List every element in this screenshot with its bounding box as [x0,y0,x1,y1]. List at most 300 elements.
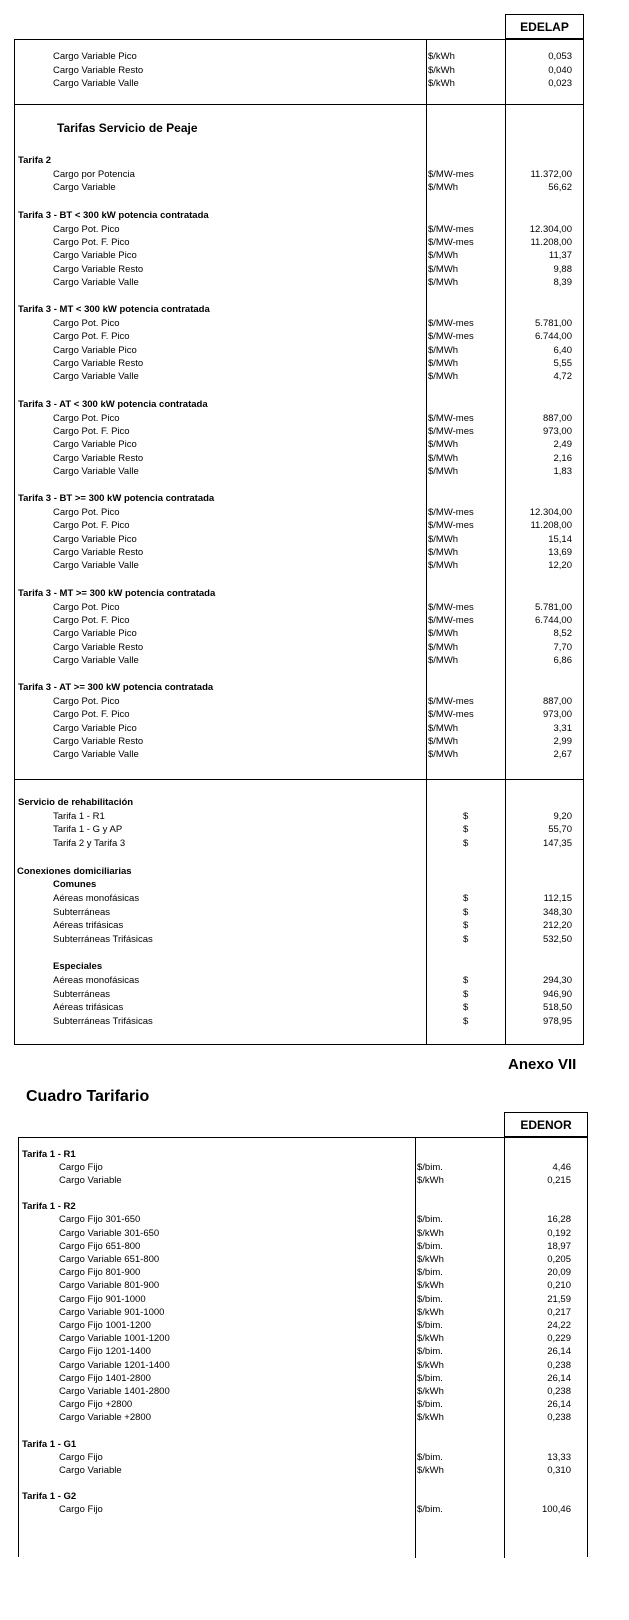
table-row [15,627,583,640]
row-value: 21,59 [547,1293,571,1305]
row-label: Cargo Pot. Pico [53,412,120,424]
row-unit: $/bim. [417,1214,443,1226]
row-label: Tarifa 3 - MT < 300 kW potencia contratada [18,304,210,316]
subgroup-title [15,960,583,973]
row-unit: $/MWh [428,560,459,572]
row-label: Cargo Pot. F. Pico [53,425,130,437]
table-row [15,236,583,249]
table-row [19,1240,587,1253]
table-row [15,64,583,77]
row-label: Especiales [53,961,103,972]
row-unit: $ [463,810,469,822]
row-label: Cargo Pot. Pico [53,318,120,330]
row-label: Cargo por Potencia [53,169,135,180]
row-value: 8,39 [553,276,572,288]
row-label: Tarifa 3 - AT < 300 kW potencia contratada [18,398,208,410]
table-row [15,735,583,748]
row-label: Cargo Variable Valle [53,749,139,761]
table-row [15,654,583,667]
table-row [15,708,583,721]
row-value: 26,14 [547,1399,571,1411]
row-label: Tarifa 1 - G2 [22,1491,77,1502]
row-unit: $/MW-mes [428,223,474,235]
table-row [15,546,583,559]
row-unit: $/bim. [417,1320,443,1331]
row-unit: $/bim. [417,1372,443,1384]
row-value: 5.781,00 [535,601,572,613]
row-unit: $/bim. [417,1267,443,1279]
row-label: Tarifa 3 - AT >= 300 kW potencia contratada [18,682,214,694]
row-label: Cargo Variable [53,182,116,194]
row-unit: $/kWh [417,1306,444,1318]
group-title [19,1438,587,1451]
table-row [15,330,583,343]
group-title [15,209,583,222]
row-unit: $/MW-mes [428,425,474,437]
row-label: Cargo Pot. Pico [53,696,120,708]
row-unit: $/kWh [417,1254,444,1265]
row-value: 11.372,00 [530,169,572,180]
row-label: Cargo Variable Resto [53,547,144,558]
row-unit: $/MWh [428,263,459,275]
row-label: Cargo Pot. F. Pico [53,709,130,721]
table-row [19,1161,587,1174]
group-title [19,1490,587,1503]
row-unit: $/kWh [417,1175,444,1187]
row-unit: $/kWh [417,1333,444,1345]
row-value: 3,31 [553,722,572,734]
row-label: Cargo Variable Resto [53,736,144,747]
row-label: Cargo Variable 1401-2800 [59,1386,170,1397]
table-row [19,1503,587,1516]
table-row [15,412,583,425]
row-unit: $/MW-mes [428,169,474,180]
row-value: 4,46 [552,1162,571,1173]
cuadro-tarifario-title: Cuadro Tarifario [26,1088,150,1105]
row-unit: $/MWh [428,358,459,369]
row-value: 973,00 [542,425,572,437]
row-value: 0,238 [547,1412,571,1424]
row-value: 6,40 [553,344,572,356]
row-value: 887,00 [542,696,572,708]
row-unit: $/MWh [428,250,459,262]
row-value: 100,46 [541,1504,571,1515]
row-label: Cargo Variable Pico [53,533,137,545]
table-row [15,276,583,289]
table-row [15,425,583,438]
row-label: Cargo Variable Pico [53,722,137,734]
row-label: Cargo Pot. F. Pico [53,614,130,626]
table-row [15,181,583,194]
table-row [15,1001,583,1014]
row-unit: $ [463,1015,469,1027]
table-row [15,837,583,850]
row-unit: $ [463,837,469,849]
table-row [15,988,583,1001]
row-value: 12.304,00 [529,507,572,519]
table-row [15,748,583,761]
row-unit: $/MWh [428,654,459,666]
row-value: 0,229 [547,1333,571,1345]
table-row [19,1411,587,1424]
row-label: Subterráneas Trifásicas [53,933,153,945]
row-label: Cargo Variable Resto [53,641,144,653]
row-unit: $/MWh [428,182,459,194]
row-label: Aéreas monofásicas [53,893,140,904]
table-row [15,370,583,383]
row-value: 5,55 [553,358,572,369]
row-value: 11.208,00 [530,520,572,532]
row-label: Cargo Variable 301-650 [59,1227,160,1239]
table-row [19,1227,587,1240]
row-value: 1,83 [553,465,572,477]
row-value: 946,90 [542,988,572,1000]
table-row [15,974,583,987]
row-value: 9,20 [553,810,572,822]
row-label: Tarifa 3 - BT < 300 kW potencia contratada [18,209,209,221]
table-row [19,1332,587,1345]
row-label: Cargo Pot. Pico [53,507,120,519]
group-title [15,796,583,809]
row-label: Cargo Fijo 1201-1400 [59,1346,151,1358]
row-label: Tarifa 1 - G y AP [53,824,123,835]
table-row [15,223,583,236]
row-value: 26,14 [547,1346,571,1358]
row-unit: $/kWh [417,1227,444,1239]
table-row [15,695,583,708]
row-value: 15,14 [548,533,572,545]
group-title [15,681,583,694]
row-label: Cargo Variable Pico [53,439,137,451]
row-label: Cargo Variable Resto [53,452,144,464]
group-title [15,587,583,600]
row-label: Tarifa 3 - BT >= 300 kW potencia contratada [18,493,215,505]
row-value: 112,15 [543,893,572,904]
row-label: Cargo Pot. F. Pico [53,520,130,532]
row-unit: $/MWh [428,722,459,734]
table-row [19,1174,587,1187]
row-label: Cargo Fijo 301-650 [59,1214,141,1226]
table-row [15,533,583,546]
row-unit: $/bim. [417,1162,443,1173]
row-value: 8,52 [553,628,572,640]
row-unit: $ [463,906,469,918]
row-label: Cargo Variable +2800 [59,1412,151,1424]
table-row [15,933,583,946]
row-unit: $/bim. [417,1346,443,1358]
row-divider [15,779,583,780]
table-row [15,614,583,627]
table-row [15,452,583,465]
table-row [19,1306,587,1319]
row-label: Cargo Fijo 651-800 [59,1240,141,1252]
group-title [15,154,583,167]
row-label: Cargo Variable 1001-1200 [59,1333,170,1345]
row-unit: $/bim. [417,1293,443,1305]
row-unit: $/MW-mes [428,412,474,424]
table-row [15,77,583,90]
table-row [15,438,583,451]
row-label: Tarifa 1 - G1 [22,1438,77,1450]
row-value: 518,50 [542,1002,572,1013]
row-unit: $/MWh [428,344,459,356]
row-label: Cargo Fijo [59,1162,103,1173]
row-value: 20,09 [547,1267,571,1279]
table-row [19,1319,587,1332]
row-label: Comunes [53,879,97,890]
edenor-table [18,1137,588,1557]
row-value: 11,37 [548,250,572,262]
row-value: 0,217 [547,1306,571,1318]
row-value: 0,053 [548,51,572,62]
table-row [15,357,583,370]
group-title [15,398,583,411]
row-label: Tarifa 2 y Tarifa 3 [53,837,126,849]
row-value: 26,14 [547,1372,571,1384]
row-unit: $/MWh [428,276,459,288]
table-row [15,249,583,262]
row-unit: $/bim. [417,1451,443,1463]
table-row [15,823,583,836]
table-row [15,506,583,519]
row-unit: $/bim. [417,1240,443,1252]
row-unit: $/MW-mes [428,709,474,721]
row-divider [15,104,583,105]
row-label: Subterráneas Trifásicas [53,1015,153,1027]
table-row [19,1266,587,1279]
edelap-table [14,39,584,1045]
row-label: Cargo Pot. F. Pico [53,331,130,343]
table-row [15,50,583,63]
row-value: 24,22 [547,1320,571,1331]
table-row [15,263,583,276]
row-unit: $/MW-mes [428,520,474,532]
row-unit: $/bim. [417,1399,443,1411]
row-unit: $/MW-mes [428,236,474,248]
row-label: Cargo Variable 901-1000 [59,1306,165,1318]
row-label: Tarifa 2 [18,155,52,166]
table-row [19,1385,587,1398]
row-label: Cargo Fijo 1401-2800 [59,1372,151,1384]
row-unit: $/MW-mes [428,331,474,343]
row-value: 55,70 [548,824,572,835]
row-value: 6.744,00 [535,614,572,626]
table-row [15,317,583,330]
row-label: Cargo Variable [59,1175,122,1187]
row-label: Cargo Fijo 1001-1200 [59,1320,151,1331]
row-value: 294,30 [542,975,572,986]
row-value: 0,040 [548,64,572,76]
row-label: Cargo Variable 1201-1400 [59,1359,170,1371]
row-value: 978,95 [542,1015,572,1027]
row-label: Cargo Variable 801-900 [59,1280,160,1292]
row-label: Tarifa 3 - MT >= 300 kW potencia contratada [18,587,216,599]
table-row [19,1464,587,1477]
row-label: Cargo Variable Resto [53,64,144,76]
row-value: 2,16 [553,452,572,464]
group-title [15,865,583,878]
row-label: Cargo Pot. F. Pico [53,236,130,248]
row-unit: $ [463,824,469,835]
row-label: Cargo Variable Pico [53,250,137,262]
row-unit: $/MWh [428,533,459,545]
row-value: 532,50 [542,933,572,945]
edelap-header: EDELAP [505,14,584,39]
row-unit: $/MWh [428,628,459,640]
row-label: Aéreas trifásicas [53,920,124,931]
row-label: Cargo Variable Valle [53,371,139,383]
row-value: 147,35 [542,837,572,849]
row-unit: $/kWh [417,1464,444,1476]
row-unit: $/MWh [428,736,459,747]
row-value: 0,192 [547,1227,571,1239]
row-label: Cargo Pot. Pico [53,223,120,235]
row-unit: $/MWh [428,465,459,477]
row-label: Cargo Variable [59,1464,122,1476]
row-unit: $/kWh [428,78,455,89]
row-value: 12,20 [548,560,572,572]
row-unit: $/MW-mes [428,318,474,330]
row-label: Cargo Fijo [59,1504,103,1515]
table-row [19,1359,587,1372]
row-value: 6,86 [553,654,572,666]
row-unit: $/MWh [428,641,459,653]
table-row [15,344,583,357]
row-label: Aéreas monofásicas [53,975,140,986]
row-unit: $/kWh [417,1412,444,1424]
row-unit: $/MW-mes [428,614,474,626]
row-unit: $/MWh [428,452,459,464]
row-unit: $ [463,1002,469,1013]
row-unit: $/MWh [428,439,459,451]
table-row [15,168,583,181]
group-title [15,303,583,316]
row-label: Tarifa 1 - R2 [22,1201,76,1213]
table-row [15,906,583,919]
row-label: Cargo Variable Resto [53,358,144,369]
row-label: Cargo Variable Pico [53,628,137,640]
section-title: Tarifas Servicio de Peaje [57,121,198,135]
table-row [15,519,583,532]
row-value: 2,99 [553,736,572,747]
table-row [19,1398,587,1411]
row-label: Subterráneas [53,906,111,918]
row-value: 13,69 [548,547,572,558]
row-value: 16,28 [547,1214,571,1226]
group-title [19,1148,587,1161]
table-row [15,892,583,905]
table-row [15,641,583,654]
row-value: 5.781,00 [535,318,572,330]
table-row [19,1451,587,1464]
row-value: 7,70 [553,641,572,653]
row-value: 6.744,00 [535,331,572,343]
row-label: Cargo Variable Pico [53,51,137,62]
table-row [15,1015,583,1028]
row-unit: $/kWh [428,51,455,62]
row-value: 212,20 [542,920,572,931]
row-unit: $/MWh [428,547,459,558]
table-row [19,1253,587,1266]
row-label: Cargo Variable Valle [53,654,139,666]
row-unit: $/MWh [428,371,459,383]
row-value: 0,023 [548,78,572,89]
row-label: Cargo Variable 651-800 [59,1254,160,1265]
row-unit: $/kWh [417,1386,444,1397]
row-unit: $/MW-mes [428,507,474,519]
row-value: 4,72 [553,371,572,383]
row-unit: $/MW-mes [428,696,474,708]
anexo-label: Anexo VII [508,1056,577,1073]
row-unit: $ [463,933,469,945]
row-label: Cargo Variable Valle [53,276,139,288]
table-row [15,919,583,932]
row-label: Servicio de rehabilitación [18,797,134,808]
row-label: Cargo Pot. Pico [53,601,120,613]
table-row [15,465,583,478]
row-value: 0,238 [547,1386,571,1397]
row-label: Cargo Variable Valle [53,78,139,89]
row-value: 0,210 [547,1280,571,1292]
table-row [15,810,583,823]
row-label: Tarifa 1 - R1 [53,810,105,822]
row-label: Cargo Fijo +2800 [59,1399,133,1411]
row-value: 56,62 [548,182,572,194]
row-label: Tarifa 1 - R1 [22,1149,76,1160]
row-unit: $ [463,920,469,931]
group-title [19,1200,587,1213]
row-unit: $/bim. [417,1504,443,1515]
row-label: Cargo Fijo 901-1000 [59,1293,146,1305]
edenor-header: EDENOR [504,1112,588,1137]
row-unit: $/MWh [428,749,459,761]
row-value: 973,00 [542,709,572,721]
table-row [15,559,583,572]
row-value: 2,49 [553,439,572,451]
row-unit: $ [463,988,469,1000]
row-label: Cargo Variable Resto [53,263,144,275]
table-row [19,1293,587,1306]
row-label: Cargo Variable Valle [53,560,139,572]
row-value: 0,238 [547,1359,571,1371]
row-value: 887,00 [542,412,572,424]
table-row [15,722,583,735]
row-label: Cargo Variable Pico [53,344,137,356]
row-value: 18,97 [547,1240,571,1252]
row-unit: $/kWh [428,64,455,76]
row-label: Cargo Fijo [59,1451,103,1463]
row-label: Subterráneas [53,988,111,1000]
row-value: 0,310 [547,1464,571,1476]
table-row [19,1345,587,1358]
table-row [19,1279,587,1292]
row-label: Aéreas trifásicas [53,1002,124,1013]
row-unit: $ [463,893,469,904]
table-row [15,601,583,614]
table-row [19,1372,587,1385]
group-title [15,492,583,505]
row-value: 13,33 [547,1451,571,1463]
row-value: 9,88 [553,263,572,275]
row-value: 2,67 [553,749,572,761]
row-value: 0,205 [547,1254,571,1265]
subgroup-title [15,878,583,891]
row-value: 0,215 [547,1175,571,1187]
row-value: 348,30 [542,906,572,918]
row-unit: $ [463,975,469,986]
row-value: 12.304,00 [529,223,572,235]
row-label: Conexiones domiciliarias [17,866,132,877]
